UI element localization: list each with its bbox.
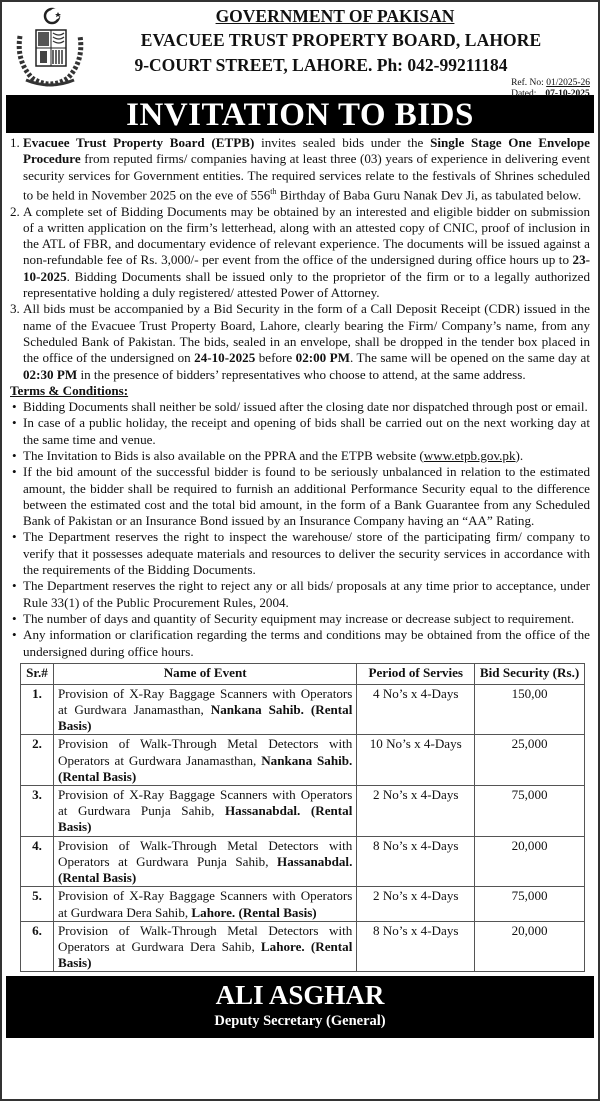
terms-item: • The Department reserves the right to inspect the warehouse/ store of the participating firm/ company to verify that it possesses adequate materials and resources to deliver the security services in accordance with the requirements of the Bidding Documents. xyxy=(12,529,590,578)
terms-item: • The number of days and quantity of Security equipment may increase or decrease subject to requirement. xyxy=(12,610,575,626)
table-row: 1. Provision of X-Ray Baggage Scanners with Operators at Gurdwara Janamasthan, Nankana Sahib. (Rental Basis) 4 No’s x 4-Days 150,00 xyxy=(21,684,585,735)
table-row: 2. Provision of Walk-Through Metal Detectors with Operators at Gurdwara Janamasthan, Nankana Sahib. (Rental Basis) 10 No’s x 4-Days 25,000 xyxy=(21,735,585,786)
bullet-icon: • xyxy=(12,448,17,463)
notice-body xyxy=(6,133,594,660)
column-header-event: Name of Event xyxy=(53,663,356,684)
organization-address: 9-COURT STREET, LAHORE. Ph: 042-99211184 xyxy=(134,55,508,75)
terms-item: • If the bid amount of the successful bidder is found to be seriously unbalanced in relation to the estimated amount, the bidder shall be required to furnish an additional Performance Security equal to the difference between the estimated cost and the total bid amount, in the form of a Bank Guarantee from any Scheduled Bank of Pakistan or an Insurance Bond issued by an Insurance Company having an “AA” Rating. xyxy=(12,464,590,529)
page-title: INVITATION TO BIDS xyxy=(6,95,594,133)
bullet-icon: • xyxy=(12,399,17,415)
paragraph-3: 3. All bids must be accompanied by a Bid Security in the form of a Call Deposit Receipt (CDR) issued in the name of the Evacuee Trust Property Board, Lahore, clearly bearing the Firm/ Company’s name, from any Scheduled Bank of Pakistan. The bids, sealed in an envelope, shall be dropped in the tender box placed in the office of the undersigned on 24-10-2025 before 02:00 PM. The same will be opened on the same day at 02:30 PM in the presence of bidders’ representatives who choose to attend, at the same address. xyxy=(10,301,590,382)
paragraph-1: 1. Evacuee Trust Property Board (ETPB) invites sealed bids under the Single Stage One Envelope Procedure from reputed firms/ companies having at least three (03) years of experience in delivering event security services for Government entities. The required services relate to the festivals of Shrines scheduled to be held in November 2025 on the eve of 556th Birthday of Baba Guru Nanak Dev Ji, as tabulated below. xyxy=(10,135,590,203)
signatory-designation: Deputy Secretary (General) xyxy=(214,1013,386,1030)
letterhead xyxy=(6,2,594,99)
signatory-name: ALI ASGHAR xyxy=(215,980,385,1011)
bullet-icon: • xyxy=(12,529,17,545)
terms-heading: Terms & Conditions: xyxy=(10,382,129,398)
website-link[interactable]: www.etpb.gov.pk xyxy=(423,448,516,463)
events-table xyxy=(20,663,585,972)
table-row: 5. Provision of X-Ray Baggage Scanners with Operators at Gurdwara Dera Sahib, Lahore. (Rental Basis) 2 No’s x 4-Days 75,000 xyxy=(21,887,585,921)
column-header-sr: Sr.# xyxy=(21,663,54,684)
reference-date: Dated: 07-10-2025 xyxy=(511,88,590,99)
bullet-icon: • xyxy=(12,464,17,480)
government-heading: GOVERNMENT OF PAKISAN xyxy=(215,6,455,26)
paragraph-2: 2. A complete set of Bidding Documents may be obtained by an interested and eligible bidder on submission of a written application on the firm’s letterhead, along with an attested copy of CNIC, proof of inclusion in the ATL of FBR, and documentary evidence of relevant experience. The documents will be issued against a non-refundable fee of Rs. 3,000/- per event from the office of the undersigned during office hours up to 23-10-2025. Bidding Documents shall be issued only to the proprietor of the firm or to a legally authorized representative holding a duly registered/ attested Power of Attorney. xyxy=(10,203,590,301)
bullet-icon: • xyxy=(12,627,17,643)
letterhead-text xyxy=(96,4,586,78)
terms-item: • The Invitation to Bids is also available on the PPRA and the ETPB website (www.etpb.gov.pk). xyxy=(12,448,524,463)
terms-item: • The Department reserves the right to reject any or all bids/ proposals at any time prior to acceptance, under Rule 33(1) of the Public Procurement Rules, 2004. xyxy=(12,578,590,610)
terms-item: • Bidding Documents shall neither be sold/ issued after the closing date nor dispatched through post or email. xyxy=(12,399,588,415)
signature-block xyxy=(6,976,594,1038)
table-row: 3. Provision of X-Ray Baggage Scanners with Operators at Gurdwara Punja Sahib, Hassanabdal. (Rental Basis) 2 No’s x 4-Days 75,000 xyxy=(21,786,585,837)
table-row: 6. Provision of Walk-Through Metal Detectors with Operators at Gurdwara Dera Sahib, Lahore. (Rental Basis) 8 No’s x 4-Days 20,000 xyxy=(21,921,585,972)
bullet-icon: • xyxy=(12,415,17,431)
bullet-icon: • xyxy=(12,578,17,594)
column-header-period: Period of Servies xyxy=(357,663,475,684)
column-header-security: Bid Security (Rs.) xyxy=(475,663,585,684)
table-header-row xyxy=(21,663,585,684)
bullet-icon: • xyxy=(12,610,17,626)
reference-number: Ref. No: 01/2025-26 xyxy=(511,78,590,88)
organization-name: EVACUEE TRUST PROPERTY BOARD, LAHORE xyxy=(140,30,542,50)
terms-item: • Any information or clarification regarding the terms and conditions may be obtained from the office of the undersigned during office hours. xyxy=(12,627,590,659)
terms-item: • In case of a public holiday, the receipt and opening of bids shall be carried out on the next working day at the same time and venue. xyxy=(12,415,590,447)
reference-block xyxy=(511,78,590,99)
table-row: 4. Provision of Walk-Through Metal Detectors with Operators at Gurdwara Punja Sahib, Hassanabdal. (Rental Basis) 8 No’s x 4-Days 20,000 xyxy=(21,836,585,887)
